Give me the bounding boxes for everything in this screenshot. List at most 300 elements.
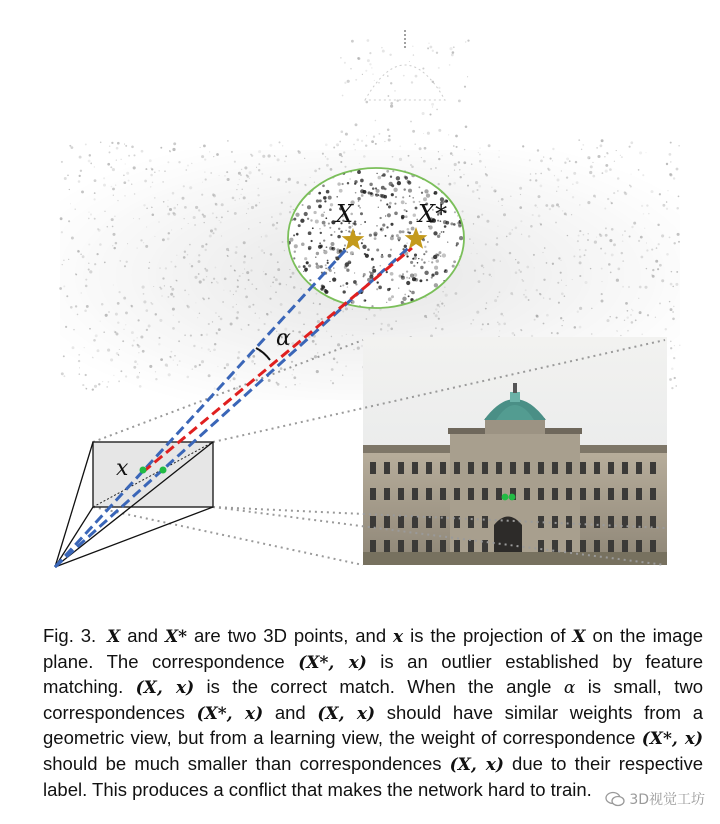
point-cloud-dot [248, 324, 250, 326]
point-cloud-dot [199, 364, 201, 366]
point-cloud-dot [437, 304, 440, 307]
point-cloud-dot [543, 279, 545, 281]
point-cloud-dot [602, 172, 604, 174]
point-cloud-dot [353, 349, 354, 350]
photo-window [370, 488, 376, 500]
point-cloud-dot [380, 328, 382, 330]
point-cloud-dot [390, 105, 393, 108]
zoom-cloud-dot [371, 258, 374, 261]
point-cloud-dot [223, 290, 224, 291]
point-cloud-dot [449, 183, 452, 186]
point-cloud-dot [133, 218, 134, 219]
point-cloud-dot [78, 354, 80, 356]
point-cloud-dot [646, 204, 648, 206]
point-cloud-dot [170, 293, 173, 296]
point-cloud-dot [275, 227, 277, 229]
point-cloud-dot [137, 337, 138, 338]
zoom-cloud-dot [323, 239, 325, 241]
point-cloud-dot [464, 86, 466, 88]
point-cloud-dot [298, 331, 301, 334]
point-cloud-dot [62, 264, 63, 265]
point-cloud-dot [123, 175, 125, 177]
point-cloud-dot [72, 346, 75, 349]
point-cloud-dot [126, 172, 129, 175]
point-cloud-dot [204, 172, 205, 173]
point-cloud-dot [573, 255, 575, 257]
point-cloud-dot [79, 175, 81, 177]
point-cloud-dot [172, 192, 175, 195]
point-cloud-dot [572, 279, 573, 280]
point-cloud-dot [497, 296, 498, 297]
point-cloud-dot [170, 356, 172, 358]
point-cloud-dot [133, 340, 135, 342]
point-cloud-dot [244, 255, 246, 257]
zoom-cloud-dot [360, 224, 361, 225]
point-cloud-dot [617, 177, 620, 180]
point-cloud-dot [567, 235, 568, 236]
point-cloud-dot [546, 262, 548, 264]
point-cloud-dot [647, 314, 649, 316]
point-cloud-dot [666, 208, 668, 210]
point-cloud-dot [624, 230, 626, 232]
point-cloud-dot [601, 300, 604, 303]
point-cloud-dot [540, 160, 543, 163]
point-cloud-dot [453, 182, 456, 185]
point-cloud-dot [616, 150, 617, 151]
point-cloud-dot [520, 271, 522, 273]
zoom-cloud-dot [399, 274, 402, 277]
point-cloud-dot [578, 139, 580, 141]
point-cloud-dot [552, 160, 553, 161]
zoom-cloud-dot [319, 199, 322, 202]
projection-point-secondary [160, 467, 167, 474]
point-cloud-dot [235, 246, 237, 248]
point-cloud-dot [270, 253, 273, 256]
point-cloud-dot [316, 293, 318, 295]
point-cloud-dot [237, 311, 240, 314]
point-cloud-dot [493, 189, 496, 192]
zoom-cloud-dot [407, 228, 410, 231]
point-cloud-dot [93, 198, 95, 200]
zoom-cloud-dot [345, 230, 346, 231]
point-cloud-dot [453, 145, 455, 147]
zoom-cloud-dot [310, 219, 312, 221]
zoom-cloud-dot [444, 269, 448, 273]
photo-window [622, 488, 628, 500]
point-cloud-dot [536, 289, 538, 291]
point-cloud-dot [304, 158, 305, 159]
zoom-cloud-dot [346, 282, 349, 285]
point-cloud-dot [442, 155, 443, 156]
point-cloud-dot [617, 190, 618, 191]
point-cloud-dot [271, 216, 273, 218]
zoom-cloud-dot [330, 203, 333, 206]
point-cloud-dot [366, 318, 368, 320]
point-cloud-dot [545, 204, 548, 207]
zoom-cloud-dot [403, 188, 405, 190]
point-cloud-dot [367, 59, 370, 62]
point-cloud-dot [113, 247, 115, 249]
point-cloud-dot [94, 263, 96, 265]
point-cloud-dot [108, 311, 110, 313]
point-cloud-dot [212, 193, 215, 196]
zoom-cloud-dot [435, 253, 437, 255]
point-cloud-dot [251, 360, 254, 363]
photo-window [384, 540, 390, 552]
point-cloud-dot [378, 133, 380, 135]
point-cloud-dot [467, 76, 468, 77]
zoom-cloud-dot [442, 253, 446, 257]
zoom-cloud-dot [439, 251, 442, 254]
point-cloud-dot [110, 166, 112, 168]
zoom-cloud-dot [402, 273, 403, 274]
point-cloud-dot [236, 189, 237, 190]
photo-window [384, 488, 390, 500]
point-cloud-dot [497, 226, 498, 227]
photo-window [552, 462, 558, 474]
photo-window [440, 488, 446, 500]
zoom-cloud-dot [420, 231, 422, 233]
point-cloud-dot [154, 172, 156, 174]
point-cloud-dot [525, 289, 527, 291]
point-cloud-dot [117, 200, 118, 201]
zoom-cloud-dot [293, 218, 296, 221]
point-cloud-dot [485, 308, 487, 310]
point-cloud-dot [669, 153, 672, 156]
point-cloud-dot [102, 381, 103, 382]
point-cloud-dot [122, 340, 124, 342]
point-cloud-dot [498, 156, 500, 158]
point-cloud-dot [187, 306, 190, 309]
point-cloud-dot [100, 142, 102, 144]
zoom-cloud-dot [426, 193, 430, 197]
label-Xstar: X* [418, 200, 448, 228]
point-cloud-dot [640, 236, 643, 239]
point-cloud-dot [187, 254, 189, 256]
point-cloud-dot [291, 361, 293, 363]
zoom-cloud-dot [364, 221, 366, 223]
point-cloud-dot [286, 284, 287, 285]
point-cloud-dot [75, 209, 76, 210]
caption-text-8: and [274, 701, 306, 723]
point-cloud-dot [141, 150, 144, 153]
zoom-cloud-dot [312, 227, 314, 229]
point-cloud-dot [314, 182, 315, 183]
point-cloud-dot [71, 146, 74, 149]
zoom-cloud-dot [320, 232, 322, 234]
zoom-cloud-dot [410, 291, 412, 293]
point-cloud-dot [601, 293, 603, 295]
zoom-cloud-dot [408, 256, 409, 257]
zoom-cloud-dot [419, 279, 422, 282]
photo-window [412, 516, 418, 528]
point-cloud-dot [558, 302, 560, 304]
point-cloud-dot [512, 332, 515, 335]
point-cloud-dot [70, 306, 73, 309]
point-cloud-dot [261, 173, 263, 175]
projection-point-x [140, 467, 147, 474]
zoom-cloud-dot [332, 278, 336, 282]
zoom-cloud-dot [406, 243, 407, 244]
point-cloud-dot [600, 248, 602, 250]
point-cloud-dot [594, 241, 597, 244]
photo-window [594, 540, 600, 552]
point-cloud-dot [473, 223, 474, 224]
point-cloud-dot [352, 334, 354, 336]
point-cloud-dot [204, 158, 206, 160]
point-cloud-dot [215, 228, 218, 231]
zoom-cloud-dot [410, 261, 413, 264]
point-cloud-dot [222, 301, 224, 303]
point-cloud-dot [362, 74, 363, 75]
point-cloud-dot [215, 267, 217, 269]
point-cloud-dot [499, 330, 500, 331]
photo-window [594, 516, 600, 528]
point-cloud-dot [661, 234, 664, 237]
point-cloud-dot [137, 344, 139, 346]
point-cloud-dot [162, 181, 164, 183]
point-cloud-dot [116, 333, 119, 336]
point-cloud-dot [599, 144, 602, 147]
point-cloud-dot [432, 50, 434, 52]
zoom-cloud-dot [375, 193, 378, 196]
point-cloud-dot [502, 205, 503, 206]
point-cloud-dot [646, 242, 647, 243]
point-cloud-dot [246, 271, 249, 274]
point-cloud-dot [116, 147, 119, 150]
caption-text-9: should have similar weights from a geometric view, but from a learning view, the weight of correspondence [43, 701, 704, 749]
point-cloud-dot [230, 265, 232, 267]
zoom-cloud-dot [365, 300, 367, 302]
point-cloud-dot [230, 380, 232, 382]
point-cloud-dot [438, 151, 439, 152]
zoom-cloud-dot [390, 272, 394, 276]
point-cloud-dot [590, 165, 593, 168]
photo-window [622, 540, 628, 552]
point-cloud-dot [555, 222, 557, 224]
point-cloud-dot [456, 146, 458, 148]
zoom-cloud-dot [369, 183, 372, 186]
point-cloud-dot [82, 384, 84, 386]
point-cloud-dot [123, 181, 126, 184]
point-cloud-dot [212, 212, 214, 214]
point-cloud-dot [174, 355, 176, 357]
point-cloud-dot [197, 317, 198, 318]
zoom-cloud-dot [319, 228, 321, 230]
point-cloud-dot [330, 380, 331, 381]
point-cloud-dot [312, 340, 315, 343]
point-cloud-dot [563, 320, 564, 321]
photo-window [370, 540, 376, 552]
point-cloud-dot [113, 375, 114, 376]
point-cloud-dot [592, 162, 593, 163]
point-cloud-dot [548, 169, 551, 172]
point-cloud-dot [387, 324, 390, 327]
point-cloud-dot [221, 216, 223, 218]
point-cloud-dot [109, 145, 110, 146]
point-cloud-dot [458, 99, 461, 102]
point-cloud-dot [676, 271, 678, 273]
point-cloud-dot [146, 329, 148, 331]
point-cloud-dot [111, 186, 113, 188]
zoom-cloud-dot [376, 288, 378, 290]
caption-figure-label: Fig. 3. [43, 625, 97, 646]
zoom-cloud-dot [425, 251, 427, 253]
point-cloud-dot [263, 271, 264, 272]
point-cloud-dot [609, 239, 612, 242]
point-cloud-dot [389, 54, 391, 56]
building-photo [363, 337, 667, 565]
point-cloud-dot [272, 224, 275, 227]
point-cloud-dot [246, 213, 247, 214]
point-cloud-dot [620, 335, 621, 336]
point-cloud-dot [167, 161, 169, 163]
point-cloud-dot [131, 305, 133, 307]
point-cloud-dot [325, 143, 328, 146]
point-cloud-dot [118, 354, 119, 355]
point-cloud-dot [235, 387, 238, 390]
zoom-cloud-dot [347, 251, 349, 253]
zoom-cloud-dot [333, 267, 334, 268]
zoom-cloud-dot [384, 188, 387, 191]
point-cloud-dot [641, 205, 643, 207]
point-cloud-dot [552, 263, 554, 265]
zoom-cloud-dot [382, 224, 385, 227]
point-cloud-dot [128, 155, 130, 157]
point-cloud-dot [448, 175, 449, 176]
zoom-cloud-dot [405, 203, 407, 205]
point-cloud-dot [540, 173, 542, 175]
point-cloud-dot [239, 198, 240, 199]
point-cloud-dot [670, 161, 672, 163]
point-cloud-dot [209, 151, 210, 152]
point-cloud-dot [625, 302, 628, 305]
point-cloud-dot [124, 144, 125, 145]
zoom-cloud-dot [311, 240, 313, 242]
point-cloud-dot [242, 273, 243, 274]
caption-text-5: is an outlier established by feature matching. [43, 650, 703, 698]
point-cloud-dot [239, 275, 241, 277]
point-cloud-dot [155, 371, 156, 372]
point-cloud-dot [438, 183, 440, 185]
point-cloud-dot [438, 87, 440, 89]
point-cloud-dot [357, 139, 360, 142]
point-cloud-dot [88, 268, 90, 270]
zoom-cloud-dot [394, 212, 398, 216]
zoom-cloud-dot [413, 201, 415, 203]
photo-window [510, 462, 516, 474]
point-cloud-dot [113, 284, 114, 285]
point-cloud-dot [587, 239, 589, 241]
photo-window [370, 462, 376, 474]
point-cloud-dot [381, 323, 383, 325]
point-cloud-dot [544, 247, 546, 249]
point-cloud-dot [121, 159, 122, 160]
point-cloud-dot [543, 297, 545, 299]
point-cloud-dot [73, 329, 75, 331]
point-cloud-dot [216, 332, 218, 334]
zoom-cloud-dot [376, 225, 377, 226]
point-cloud-dot [666, 253, 669, 256]
point-cloud-dot [651, 274, 653, 276]
point-cloud-dot [234, 200, 236, 202]
point-cloud-dot [167, 238, 170, 241]
point-cloud-dot [442, 291, 443, 292]
point-cloud-dot [613, 243, 616, 246]
point-cloud-dot [235, 251, 238, 254]
point-cloud-dot [63, 260, 64, 261]
point-cloud-dot [564, 295, 566, 297]
point-cloud-dot [628, 286, 630, 288]
point-cloud-dot [94, 192, 96, 194]
point-cloud-dot [317, 352, 318, 353]
point-cloud-dot [403, 75, 405, 77]
point-cloud-dot [639, 311, 642, 314]
point-cloud-dot [331, 336, 332, 337]
point-cloud-dot [108, 381, 110, 383]
point-cloud-dot [142, 286, 145, 289]
point-cloud-dot [256, 288, 258, 290]
zoom-cloud-dot [294, 250, 296, 252]
point-cloud-dot [571, 214, 572, 215]
caption-math-pair: (X, x) [135, 678, 195, 699]
zoom-cloud-dot [406, 277, 408, 279]
point-cloud-dot [85, 279, 87, 281]
point-cloud-dot [549, 298, 551, 300]
point-cloud-dot [114, 215, 116, 217]
point-cloud-dot [112, 168, 115, 171]
photo-window [426, 462, 432, 474]
point-cloud-dot [139, 372, 140, 373]
point-cloud-dot [341, 335, 343, 337]
point-cloud-dot [316, 313, 318, 315]
point-cloud-dot [605, 170, 608, 173]
point-cloud-dot [366, 101, 369, 104]
point-cloud-dot [319, 303, 321, 305]
point-cloud-dot [178, 340, 180, 342]
point-cloud-dot [646, 249, 648, 251]
zoom-cloud-dot [367, 248, 370, 251]
point-cloud-dot [371, 67, 373, 69]
point-cloud-dot [539, 293, 541, 295]
point-cloud-dot [556, 332, 558, 334]
point-cloud-dot [531, 335, 533, 337]
point-cloud-dot [503, 323, 506, 326]
zoom-cloud-dot [298, 224, 301, 227]
point-cloud-dot [577, 311, 579, 313]
point-cloud-dot [191, 265, 193, 267]
point-cloud-dot [369, 63, 371, 65]
zoom-cloud-dot [457, 215, 458, 216]
point-cloud-dot [518, 269, 520, 271]
point-cloud-dot [204, 268, 206, 270]
zoom-cloud-dot [386, 302, 387, 303]
point-cloud-dot [241, 169, 242, 170]
point-cloud-dot [133, 166, 136, 169]
zoom-cloud-dot [376, 249, 379, 252]
point-cloud-dot [624, 192, 627, 195]
photo-window [650, 488, 656, 500]
point-cloud-dot [566, 214, 567, 215]
point-cloud-dot [61, 231, 63, 233]
point-cloud-dot [448, 134, 449, 135]
point-cloud-dot [633, 222, 636, 225]
point-cloud-dot [208, 348, 210, 350]
point-cloud-dot [181, 228, 182, 229]
point-cloud-dot [512, 229, 513, 230]
point-cloud-dot [479, 160, 482, 163]
point-cloud-dot [485, 243, 487, 245]
